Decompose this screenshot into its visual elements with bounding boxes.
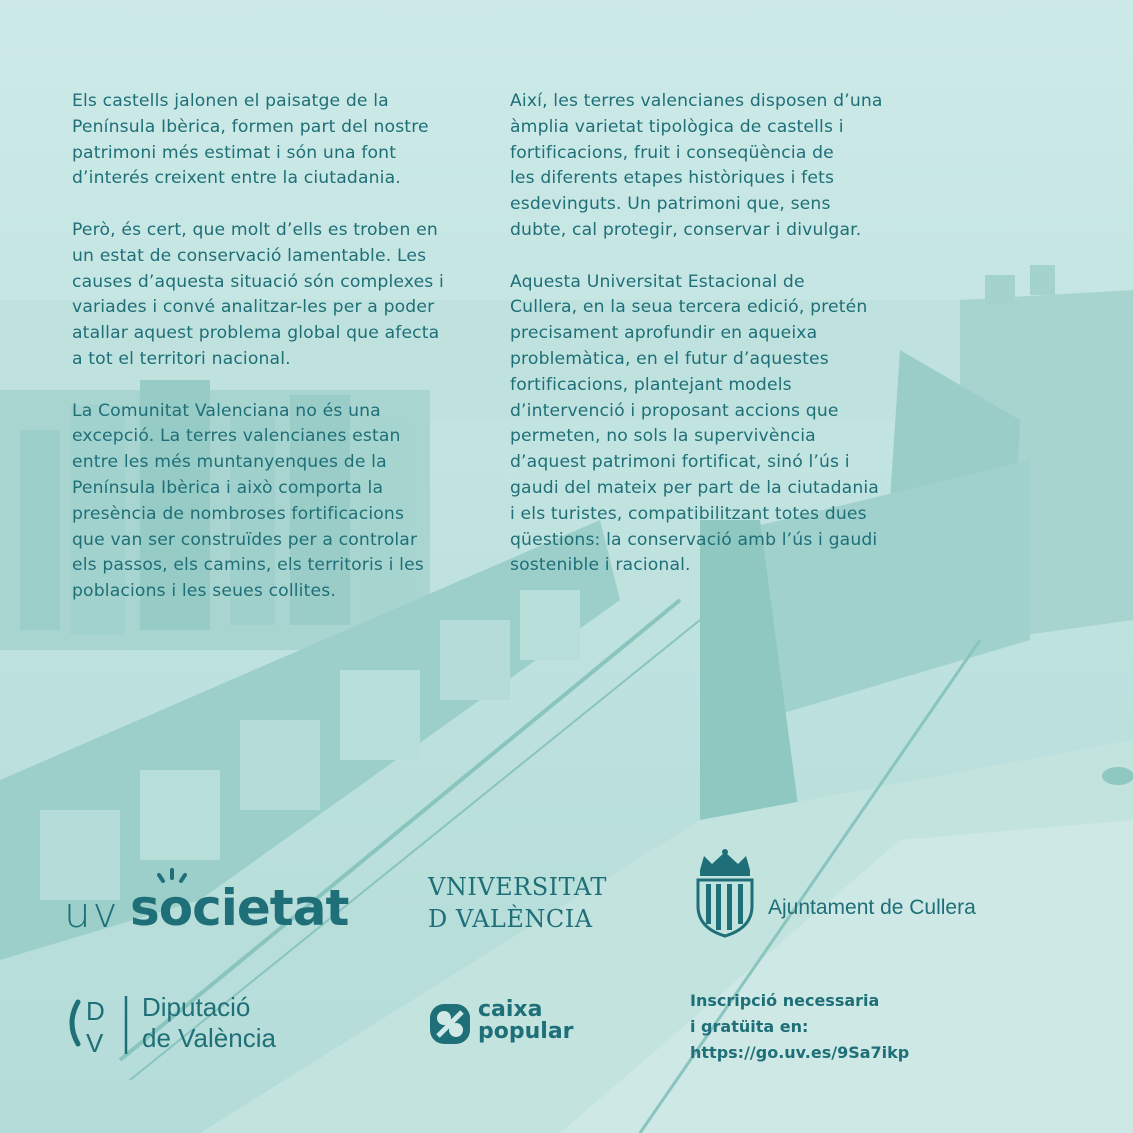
- universitat-valencia-logo: [428, 870, 638, 940]
- diputacio-valencia-logo: [64, 990, 324, 1060]
- ajuntament-cullera-logo: [690, 848, 1050, 938]
- right-text-column: [510, 89, 930, 605]
- caixa-popular-line1: caixa: [478, 997, 543, 1022]
- universitat-logo-line2: D VALÈNCIA: [428, 905, 593, 933]
- uvsocietat-logo: [64, 868, 394, 938]
- right-paragraph-1: Així, les terres valencianes disposen d’una àmplia varietat tipològica de castells i fortificacions, fruit i conseqüència de les diferents etapes històriques i fets esdevinguts. Un patrimoni que, sens dubte, cal protegir, conservar i divulgar.: [510, 91, 883, 240]
- inscription-line2: i gratüita en:: [690, 1017, 809, 1036]
- ajuntament-cullera-name: Ajuntament de Cullera: [768, 896, 976, 919]
- inscription-line1: Inscripció necessaria: [690, 991, 880, 1010]
- left-paragraph-1: Els castells jalonen el paisatge de la Península Ibèrica, formen part del nostre patrimoni més estimat i són una font d’interés creixent entre la ciutadania.: [72, 91, 429, 189]
- dv-monogram-icon: [64, 990, 136, 1056]
- right-paragraph-2: Aquesta Universitat Estacional de Cullera, en la seua tercera edició, pretén precisament aprofundir en aqueixa problemàtica, en el futur d’aquestes fortificacions, plantejant models d’intervenció i proposant accions que permeten, no sols la supervivència d’aquest patrimoni fortificat, sinó l’ús i gaudi del mateix per part de la ciutadania i els turistes, compatibilitzant totes dues qüestions: la conservació amb l’ús i gaudi sostenible i racional.: [510, 271, 879, 576]
- inscription-link[interactable]: https://go.uv.es/9Sa7ikp: [690, 1043, 910, 1062]
- diputacio-line2: de València: [142, 1023, 276, 1053]
- left-text-column: [72, 89, 492, 631]
- inscription-info: [690, 988, 909, 1066]
- universitat-logo-line1: VNIVERSITAT: [428, 873, 607, 901]
- diputacio-line1: Diputació: [142, 992, 251, 1022]
- svg-text:D: D: [86, 996, 105, 1026]
- caixa-popular-logo: [428, 998, 618, 1058]
- uvsocietat-logo-societat: societat: [130, 879, 349, 937]
- caixa-popular-symbol-icon: [428, 1002, 472, 1046]
- uvsocietat-logo-uv: uv: [64, 888, 120, 937]
- left-paragraph-2: Però, és cert, que molt d’ells es troben en un estat de conservació lamentable. Les causes d’aquesta situació són complexes i variades i convé analitzar-les per a poder atallar aquest problema global que afecta a tot el territori nacional.: [72, 219, 444, 369]
- left-paragraph-3: La Comunitat Valenciana no és una excepció. La terres valencianes estan entre les més muntanyenques de la Península Ibèrica i això comporta la presència de nombroses fortificacions que van ser construïdes per a controlar els passos, els camins, els territoris i les poblacions i les seues collites.: [72, 400, 424, 602]
- coat-of-arms-icon: [690, 848, 760, 938]
- svg-text:V: V: [86, 1028, 104, 1056]
- caixa-popular-line2: popular: [478, 1019, 574, 1044]
